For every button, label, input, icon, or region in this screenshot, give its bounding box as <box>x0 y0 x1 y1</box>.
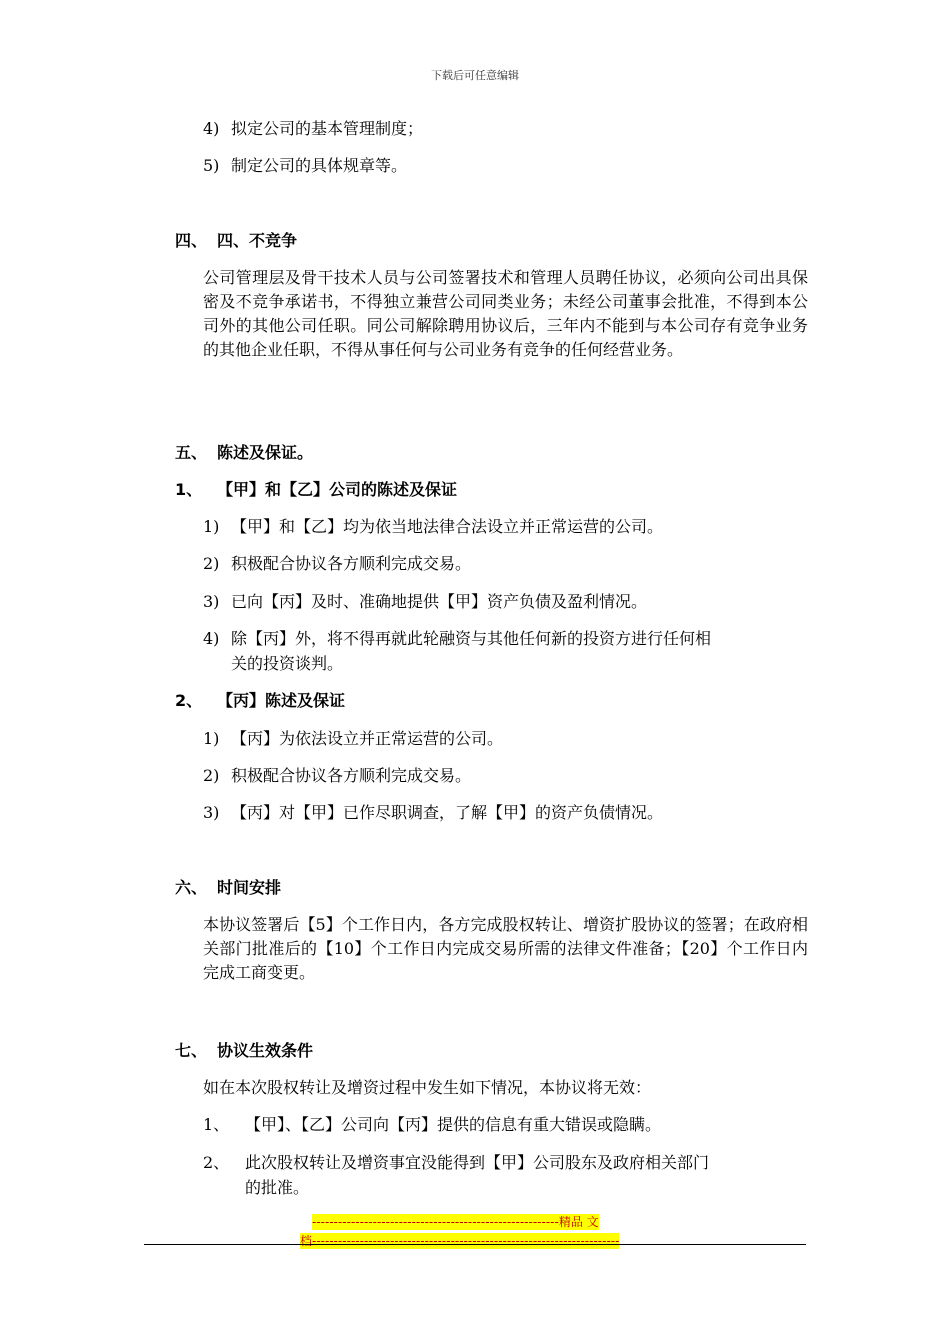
list-item: 2、 此次股权转让及增资事宜没能得到【甲】公司股东及政府相关部门 <box>203 1153 710 1172</box>
list-item: 1、 【甲】、【乙】公司向【丙】提供的信息有重大错误或隐瞒。 <box>203 1115 662 1134</box>
section-heading: 五、 陈述及保证。 <box>175 443 314 462</box>
list-item: 1) 【甲】和【乙】均为依当地法律合法设立并正常运营的公司。 <box>203 517 664 536</box>
section-intro: 如在本次股权转让及增资过程中发生如下情况，本协议将无效： <box>203 1078 652 1097</box>
footer-divider <box>144 1244 806 1245</box>
list-item: 1) 【丙】为依法设立并正常运营的公司。 <box>203 729 504 748</box>
section-heading: 六、 时间安排 <box>175 878 282 897</box>
list-item: 2) 积极配合协议各方顺利完成交易。 <box>203 554 472 573</box>
footer-line-2: 档----------------------------------------------------------------------- <box>300 1234 620 1248</box>
section-paragraph: 公司管理层及骨干技术人员与公司签署技术和管理人员聘任协议，必须向公司出具保密及不竞争承诺书，不得独立兼营公司同类业务；未经公司董事会批准，不得到本公司外的其他公司任职。同公司解除聘用协议后，三年内不能到与本公司存有竞争业务的其他企业任职，不得从事任何与公司业务有竞争的任何经营业务。 <box>203 268 808 359</box>
page-header: 下载后可任意编辑 <box>431 69 519 82</box>
list-item: 3) 【丙】对【甲】已作尽职调查，了解【甲】的资产负债情况。 <box>203 803 664 822</box>
footer-line-1: ---------------------------------------------------------精品 文 <box>312 1215 599 1229</box>
subsection-heading: 1、 【甲】和【乙】公司的陈述及保证 <box>175 480 458 499</box>
section-paragraph: 本协议签署后【5】个工作日内，各方完成股权转让、增资扩股协议的签署；在政府相关部门批准后的【10】个工作日内完成交易所需的法律文件准备；【20】个工作日内完成工商变更。 <box>203 915 808 982</box>
list-item: 4) 除【丙】外，将不得再就此轮融资与其他任何新的投资方进行任何相 <box>203 629 712 648</box>
section-heading: 七、 协议生效条件 <box>175 1041 314 1060</box>
list-item: 3) 已向【丙】及时、准确地提供【甲】资产负债及盈利情况。 <box>203 592 648 611</box>
subsection-heading: 2、 【丙】陈述及保证 <box>175 691 346 710</box>
list-item: 2) 积极配合协议各方顺利完成交易。 <box>203 766 472 785</box>
list-item: 5) 制定公司的具体规章等。 <box>203 156 408 175</box>
list-item-continuation: 关的投资谈判。 <box>231 654 344 673</box>
list-item-continuation: 的批准。 <box>245 1178 310 1197</box>
list-item: 4) 拟定公司的基本管理制度； <box>203 119 424 138</box>
section-heading: 四、 四、不竞争 <box>175 231 298 250</box>
